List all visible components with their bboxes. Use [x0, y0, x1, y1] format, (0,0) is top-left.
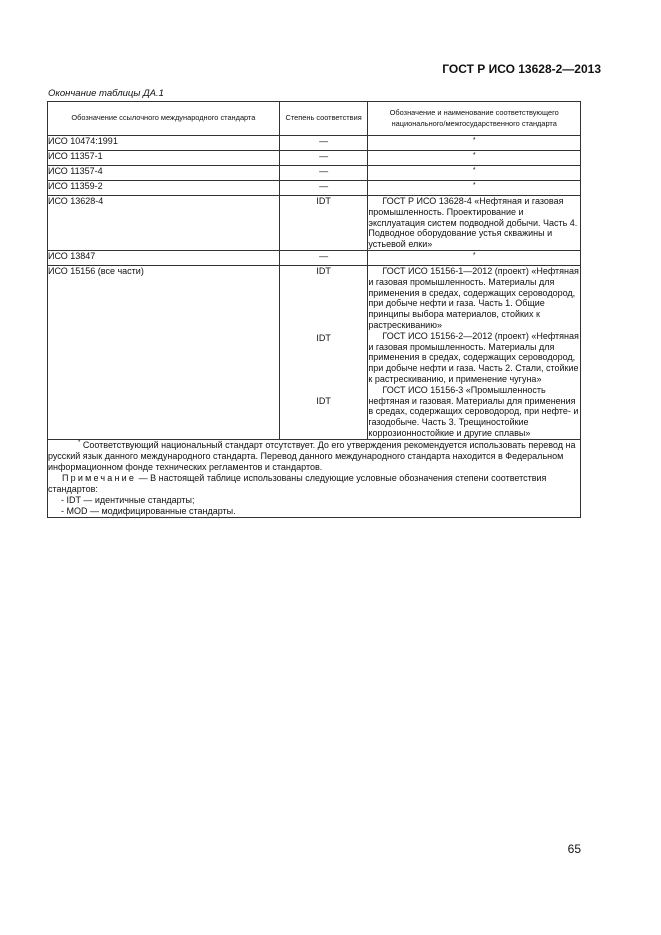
footnote-text: Соответствующий национальный стандарт отсутствует. До его утверждения рекомендуется использовать перевод на русский язык данного международного стандарта. Перевод данного международного стандарта находится в Федеральном информационном фонде технических регламентов и стандартов.	[48, 439, 576, 472]
national-standard-text: ГОСТ Р ИСО 13628-4 «Нефтяная и газовая промышленность. Проектирование и эксплуатация систем подводной добычи. Часть 4. Подводное оборудование устья скважины и устьевой елки»	[368, 196, 578, 250]
note-label: Примечание	[62, 472, 137, 483]
header-reference-standard: Обозначение ссылочного международного стандарта	[48, 102, 280, 136]
degree-cell: —	[279, 250, 368, 265]
footnote	[48, 440, 580, 473]
notes-cell	[48, 439, 581, 517]
national-standard-text: ГОСТ ИСО 15156-2—2012 (проект) «Нефтяная и газовая промышленность. Материалы для применения в средах, содержащих сероводород, при добыче нефти и газа. Часть 2. Стали, стойкие к растрескиванию, и применение чугуна»	[368, 330, 579, 384]
footnote-mark: *	[472, 152, 476, 159]
ref-cell: ИСО 15156 (все части)	[48, 265, 280, 439]
note	[48, 473, 580, 495]
header-national-standard: Обозначение и наименование соответствующего национального/межгосударственного стандарта	[368, 102, 581, 136]
page-number: 65	[567, 842, 581, 856]
ref-cell: ИСО 11357-4	[48, 166, 280, 181]
degree-value: IDT	[316, 395, 331, 406]
degree-cell: —	[279, 151, 368, 166]
name-cell	[368, 151, 581, 166]
national-standard-text: ГОСТ ИСО 15156-3 «Промышленность нефтяная и газовая. Материалы для применения в средах, содержащих сероводород, при нефте- и газодобыче. Часть 3. Трещиностойкие коррозионностойкие и другие сплавы»	[368, 384, 579, 438]
table-row	[48, 196, 581, 251]
national-standard-text: ГОСТ ИСО 15156-1—2012 (проект) «Нефтяная и газовая промышленность. Материалы для применения в средах, содержащих сероводород, при добыче нефти и газа. Часть 1. Общие принципы выбора материалов, стойких к растрескиванию»	[368, 265, 579, 330]
document-code: ГОСТ Р ИСО 13628-2—2013	[442, 62, 601, 76]
name-cell	[368, 166, 581, 181]
footnote-mark: *	[472, 167, 476, 174]
table-row	[48, 250, 581, 265]
degree-cell: —	[279, 136, 368, 151]
name-cell	[368, 265, 581, 439]
note-item: - IDT — идентичные стандарты;	[61, 494, 195, 505]
table-row	[48, 151, 581, 166]
name-cell	[368, 181, 581, 196]
name-cell	[368, 196, 581, 251]
name-cell	[368, 136, 581, 151]
standards-table	[47, 101, 581, 518]
notes-row	[48, 439, 581, 517]
table-row	[48, 136, 581, 151]
table-row	[48, 166, 581, 181]
footnote-mark: *	[472, 137, 476, 144]
table-row	[48, 181, 581, 196]
ref-cell: ИСО 11359-2	[48, 181, 280, 196]
degree-cell: —	[279, 166, 368, 181]
header-degree: Степень соответствия	[279, 102, 368, 136]
degree-cell	[279, 265, 368, 439]
degree-cell: IDT	[279, 196, 368, 251]
footnote-mark: *	[472, 182, 476, 189]
note-text: — В настоящей таблице использованы следующие условные обозначения степени соответствия стандартов:	[48, 472, 547, 494]
degree-value: IDT	[316, 265, 331, 276]
ref-cell: ИСО 13847	[48, 250, 280, 265]
footnote-mark: *	[78, 439, 81, 446]
name-cell	[368, 250, 581, 265]
degree-value: IDT	[316, 332, 331, 343]
note-item: - MOD — модифицированные стандарты.	[61, 505, 236, 516]
ref-cell: ИСО 13628-4	[48, 196, 280, 251]
table-header-row	[48, 102, 581, 136]
footnote-mark: *	[472, 251, 476, 259]
degree-cell: —	[279, 181, 368, 196]
table-caption: Окончание таблицы ДА.1	[48, 88, 164, 99]
table-row	[48, 265, 581, 439]
ref-cell: ИСО 10474:1991	[48, 136, 280, 151]
ref-cell: ИСО 11357-1	[48, 151, 280, 166]
